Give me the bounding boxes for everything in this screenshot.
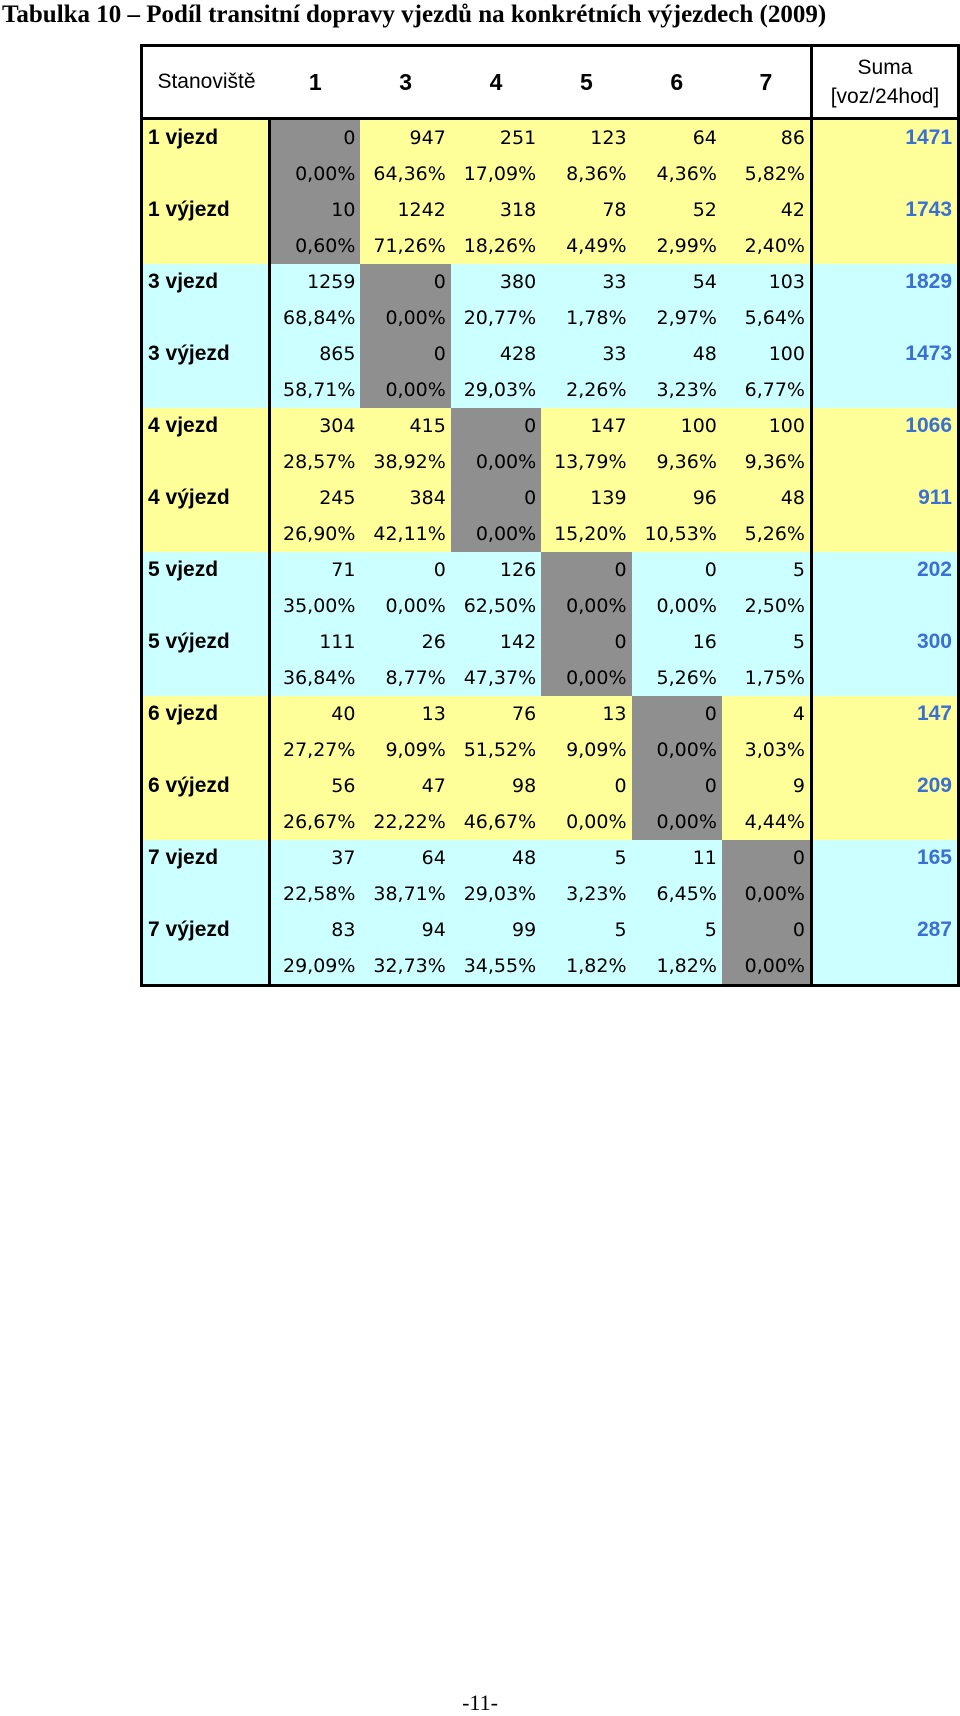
table-row bbox=[142, 516, 959, 552]
header-col-1: 1 bbox=[270, 46, 360, 119]
count-cell: 5 bbox=[632, 912, 722, 948]
percent-cell: 51,52% bbox=[451, 732, 541, 768]
row-label-empty bbox=[142, 732, 270, 768]
sum-cell-empty bbox=[811, 588, 958, 624]
percent-cell: 8,77% bbox=[360, 660, 450, 696]
table-row bbox=[142, 372, 959, 408]
table-row bbox=[142, 588, 959, 624]
row-label-empty bbox=[142, 444, 270, 480]
count-cell: 0 bbox=[451, 408, 541, 444]
count-cell: 100 bbox=[722, 336, 812, 372]
count-cell: 52 bbox=[632, 192, 722, 228]
table-row bbox=[142, 768, 959, 804]
count-cell: 76 bbox=[451, 696, 541, 732]
count-cell: 26 bbox=[360, 624, 450, 660]
count-cell: 83 bbox=[270, 912, 360, 948]
count-cell: 0 bbox=[360, 264, 450, 300]
percent-cell: 9,09% bbox=[360, 732, 450, 768]
percent-cell: 0,00% bbox=[541, 804, 631, 840]
count-cell: 0 bbox=[632, 768, 722, 804]
percent-cell: 6,45% bbox=[632, 876, 722, 912]
percent-cell: 4,49% bbox=[541, 228, 631, 264]
count-cell: 103 bbox=[722, 264, 812, 300]
sum-cell: 165 bbox=[811, 840, 958, 876]
percent-cell: 3,23% bbox=[632, 372, 722, 408]
count-cell: 142 bbox=[451, 624, 541, 660]
count-cell: 0 bbox=[632, 552, 722, 588]
sum-cell-empty bbox=[811, 660, 958, 696]
count-cell: 64 bbox=[360, 840, 450, 876]
percent-cell: 0,00% bbox=[451, 444, 541, 480]
row-label-empty bbox=[142, 804, 270, 840]
percent-cell: 3,03% bbox=[722, 732, 812, 768]
percent-cell: 5,26% bbox=[722, 516, 812, 552]
count-cell: 56 bbox=[270, 768, 360, 804]
count-cell: 11 bbox=[632, 840, 722, 876]
count-cell: 13 bbox=[360, 696, 450, 732]
count-cell: 96 bbox=[632, 480, 722, 516]
percent-cell: 62,50% bbox=[451, 588, 541, 624]
percent-cell: 1,78% bbox=[541, 300, 631, 336]
header-col-3: 3 bbox=[360, 46, 450, 119]
sum-cell-empty bbox=[811, 732, 958, 768]
percent-cell: 26,90% bbox=[270, 516, 360, 552]
table-row bbox=[142, 480, 959, 516]
row-label: 4 vjezd bbox=[142, 408, 270, 444]
percent-cell: 28,57% bbox=[270, 444, 360, 480]
table-row bbox=[142, 552, 959, 588]
count-cell: 415 bbox=[360, 408, 450, 444]
count-cell: 48 bbox=[451, 840, 541, 876]
sum-cell: 287 bbox=[811, 912, 958, 948]
percent-cell: 0,00% bbox=[722, 948, 812, 986]
header-col-7: 7 bbox=[722, 46, 812, 119]
table-row bbox=[142, 876, 959, 912]
row-label: 1 výjezd bbox=[142, 192, 270, 228]
sum-cell-empty bbox=[811, 156, 958, 192]
count-cell: 16 bbox=[632, 624, 722, 660]
sum-cell-empty bbox=[811, 948, 958, 986]
row-label-empty bbox=[142, 372, 270, 408]
percent-cell: 4,44% bbox=[722, 804, 812, 840]
header-row bbox=[142, 46, 959, 119]
percent-cell: 0,00% bbox=[270, 156, 360, 192]
sum-cell: 147 bbox=[811, 696, 958, 732]
row-label: 3 výjezd bbox=[142, 336, 270, 372]
sum-cell: 202 bbox=[811, 552, 958, 588]
sum-cell: 1066 bbox=[811, 408, 958, 444]
percent-cell: 68,84% bbox=[270, 300, 360, 336]
percent-cell: 0,00% bbox=[722, 876, 812, 912]
percent-cell: 10,53% bbox=[632, 516, 722, 552]
percent-cell: 5,26% bbox=[632, 660, 722, 696]
table-row bbox=[142, 444, 959, 480]
percent-cell: 1,75% bbox=[722, 660, 812, 696]
row-label: 5 vjezd bbox=[142, 552, 270, 588]
sum-cell-empty bbox=[811, 804, 958, 840]
count-cell: 428 bbox=[451, 336, 541, 372]
percent-cell: 0,00% bbox=[451, 516, 541, 552]
count-cell: 111 bbox=[270, 624, 360, 660]
percent-cell: 8,36% bbox=[541, 156, 631, 192]
count-cell: 54 bbox=[632, 264, 722, 300]
count-cell: 384 bbox=[360, 480, 450, 516]
count-cell: 1242 bbox=[360, 192, 450, 228]
count-cell: 0 bbox=[360, 552, 450, 588]
sum-cell-empty bbox=[811, 372, 958, 408]
count-cell: 0 bbox=[451, 480, 541, 516]
header-col-5: 5 bbox=[541, 46, 631, 119]
percent-cell: 26,67% bbox=[270, 804, 360, 840]
percent-cell: 34,55% bbox=[451, 948, 541, 986]
percent-cell: 4,36% bbox=[632, 156, 722, 192]
count-cell: 98 bbox=[451, 768, 541, 804]
sum-cell-empty bbox=[811, 300, 958, 336]
table-row bbox=[142, 192, 959, 228]
percent-cell: 29,09% bbox=[270, 948, 360, 986]
count-cell: 42 bbox=[722, 192, 812, 228]
percent-cell: 0,00% bbox=[360, 300, 450, 336]
header-sum-line2: [voz/24hod] bbox=[830, 85, 940, 108]
table-row bbox=[142, 696, 959, 732]
row-label: 5 výjezd bbox=[142, 624, 270, 660]
percent-cell: 2,50% bbox=[722, 588, 812, 624]
count-cell: 304 bbox=[270, 408, 360, 444]
count-cell: 64 bbox=[632, 119, 722, 157]
count-cell: 71 bbox=[270, 552, 360, 588]
count-cell: 126 bbox=[451, 552, 541, 588]
count-cell: 33 bbox=[541, 336, 631, 372]
count-cell: 33 bbox=[541, 264, 631, 300]
table-row bbox=[142, 840, 959, 876]
count-cell: 947 bbox=[360, 119, 450, 157]
table-row bbox=[142, 228, 959, 264]
row-label-empty bbox=[142, 516, 270, 552]
percent-cell: 46,67% bbox=[451, 804, 541, 840]
count-cell: 78 bbox=[541, 192, 631, 228]
count-cell: 48 bbox=[632, 336, 722, 372]
row-label-empty bbox=[142, 156, 270, 192]
count-cell: 94 bbox=[360, 912, 450, 948]
row-label-empty bbox=[142, 876, 270, 912]
percent-cell: 2,40% bbox=[722, 228, 812, 264]
row-label-empty bbox=[142, 660, 270, 696]
count-cell: 37 bbox=[270, 840, 360, 876]
table-row bbox=[142, 804, 959, 840]
table-body bbox=[142, 119, 959, 986]
count-cell: 380 bbox=[451, 264, 541, 300]
header-sum bbox=[811, 46, 958, 119]
percent-cell: 5,82% bbox=[722, 156, 812, 192]
percent-cell: 27,27% bbox=[270, 732, 360, 768]
header-col-6: 6 bbox=[632, 46, 722, 119]
count-cell: 0 bbox=[632, 696, 722, 732]
percent-cell: 2,97% bbox=[632, 300, 722, 336]
count-cell: 5 bbox=[541, 912, 631, 948]
count-cell: 48 bbox=[722, 480, 812, 516]
percent-cell: 0,00% bbox=[632, 588, 722, 624]
table-row bbox=[142, 408, 959, 444]
percent-cell: 13,79% bbox=[541, 444, 631, 480]
count-cell: 147 bbox=[541, 408, 631, 444]
sum-cell-empty bbox=[811, 876, 958, 912]
percent-cell: 32,73% bbox=[360, 948, 450, 986]
percent-cell: 38,71% bbox=[360, 876, 450, 912]
percent-cell: 35,00% bbox=[270, 588, 360, 624]
percent-cell: 22,22% bbox=[360, 804, 450, 840]
count-cell: 86 bbox=[722, 119, 812, 157]
table-row bbox=[142, 336, 959, 372]
percent-cell: 0,00% bbox=[360, 588, 450, 624]
percent-cell: 20,77% bbox=[451, 300, 541, 336]
percent-cell: 58,71% bbox=[270, 372, 360, 408]
count-cell: 139 bbox=[541, 480, 631, 516]
percent-cell: 6,77% bbox=[722, 372, 812, 408]
count-cell: 100 bbox=[722, 408, 812, 444]
count-cell: 1259 bbox=[270, 264, 360, 300]
sum-cell: 1829 bbox=[811, 264, 958, 300]
row-label: 4 výjezd bbox=[142, 480, 270, 516]
percent-cell: 0,00% bbox=[541, 660, 631, 696]
count-cell: 0 bbox=[360, 336, 450, 372]
table-row bbox=[142, 660, 959, 696]
count-cell: 100 bbox=[632, 408, 722, 444]
percent-cell: 2,26% bbox=[541, 372, 631, 408]
table-row bbox=[142, 948, 959, 986]
table-row bbox=[142, 912, 959, 948]
percent-cell: 2,99% bbox=[632, 228, 722, 264]
percent-cell: 47,37% bbox=[451, 660, 541, 696]
percent-cell: 18,26% bbox=[451, 228, 541, 264]
table-row bbox=[142, 732, 959, 768]
percent-cell: 22,58% bbox=[270, 876, 360, 912]
count-cell: 251 bbox=[451, 119, 541, 157]
table-row bbox=[142, 624, 959, 660]
count-cell: 0 bbox=[541, 768, 631, 804]
sum-cell: 300 bbox=[811, 624, 958, 660]
percent-cell: 9,09% bbox=[541, 732, 631, 768]
count-cell: 245 bbox=[270, 480, 360, 516]
percent-cell: 3,23% bbox=[541, 876, 631, 912]
sum-cell-empty bbox=[811, 444, 958, 480]
percent-cell: 29,03% bbox=[451, 876, 541, 912]
row-label-empty bbox=[142, 228, 270, 264]
count-cell: 0 bbox=[541, 552, 631, 588]
row-label-empty bbox=[142, 588, 270, 624]
percent-cell: 1,82% bbox=[541, 948, 631, 986]
percent-cell: 64,36% bbox=[360, 156, 450, 192]
percent-cell: 0,60% bbox=[270, 228, 360, 264]
table-row bbox=[142, 119, 959, 157]
row-label: 3 vjezd bbox=[142, 264, 270, 300]
percent-cell: 0,00% bbox=[360, 372, 450, 408]
page-number: -11- bbox=[462, 1690, 498, 1715]
transit-table bbox=[140, 44, 960, 987]
percent-cell: 5,64% bbox=[722, 300, 812, 336]
table-row bbox=[142, 156, 959, 192]
percent-cell: 9,36% bbox=[632, 444, 722, 480]
sum-cell-empty bbox=[811, 228, 958, 264]
percent-cell: 0,00% bbox=[632, 732, 722, 768]
percent-cell: 15,20% bbox=[541, 516, 631, 552]
count-cell: 13 bbox=[541, 696, 631, 732]
count-cell: 9 bbox=[722, 768, 812, 804]
sum-cell-empty bbox=[811, 516, 958, 552]
row-label: 6 vjezd bbox=[142, 696, 270, 732]
sum-cell: 1471 bbox=[811, 119, 958, 157]
sum-cell: 911 bbox=[811, 480, 958, 516]
percent-cell: 71,26% bbox=[360, 228, 450, 264]
header-station: Stanoviště bbox=[142, 46, 270, 119]
percent-cell: 1,82% bbox=[632, 948, 722, 986]
row-label: 7 vjezd bbox=[142, 840, 270, 876]
count-cell: 0 bbox=[722, 840, 812, 876]
count-cell: 5 bbox=[541, 840, 631, 876]
row-label: 6 výjezd bbox=[142, 768, 270, 804]
percent-cell: 38,92% bbox=[360, 444, 450, 480]
row-label-empty bbox=[142, 300, 270, 336]
sum-cell: 1743 bbox=[811, 192, 958, 228]
count-cell: 47 bbox=[360, 768, 450, 804]
percent-cell: 0,00% bbox=[632, 804, 722, 840]
percent-cell: 29,03% bbox=[451, 372, 541, 408]
row-label: 7 výjezd bbox=[142, 912, 270, 948]
count-cell: 40 bbox=[270, 696, 360, 732]
percent-cell: 9,36% bbox=[722, 444, 812, 480]
header-col-4: 4 bbox=[451, 46, 541, 119]
sum-cell: 209 bbox=[811, 768, 958, 804]
count-cell: 5 bbox=[722, 552, 812, 588]
count-cell: 0 bbox=[541, 624, 631, 660]
header-sum-line1: Suma bbox=[857, 56, 913, 79]
percent-cell: 17,09% bbox=[451, 156, 541, 192]
table-row bbox=[142, 300, 959, 336]
sum-cell: 1473 bbox=[811, 336, 958, 372]
count-cell: 0 bbox=[270, 119, 360, 157]
percent-cell: 0,00% bbox=[541, 588, 631, 624]
count-cell: 5 bbox=[722, 624, 812, 660]
count-cell: 10 bbox=[270, 192, 360, 228]
row-label: 1 vjezd bbox=[142, 119, 270, 157]
count-cell: 318 bbox=[451, 192, 541, 228]
percent-cell: 42,11% bbox=[360, 516, 450, 552]
row-label-empty bbox=[142, 948, 270, 986]
count-cell: 4 bbox=[722, 696, 812, 732]
count-cell: 0 bbox=[722, 912, 812, 948]
table-row bbox=[142, 264, 959, 300]
table-title: Tabulka 10 – Podíl transitní dopravy vjezdů na konkrétních výjezdech (2009) bbox=[2, 1, 827, 28]
percent-cell: 36,84% bbox=[270, 660, 360, 696]
count-cell: 99 bbox=[451, 912, 541, 948]
count-cell: 865 bbox=[270, 336, 360, 372]
count-cell: 123 bbox=[541, 119, 631, 157]
